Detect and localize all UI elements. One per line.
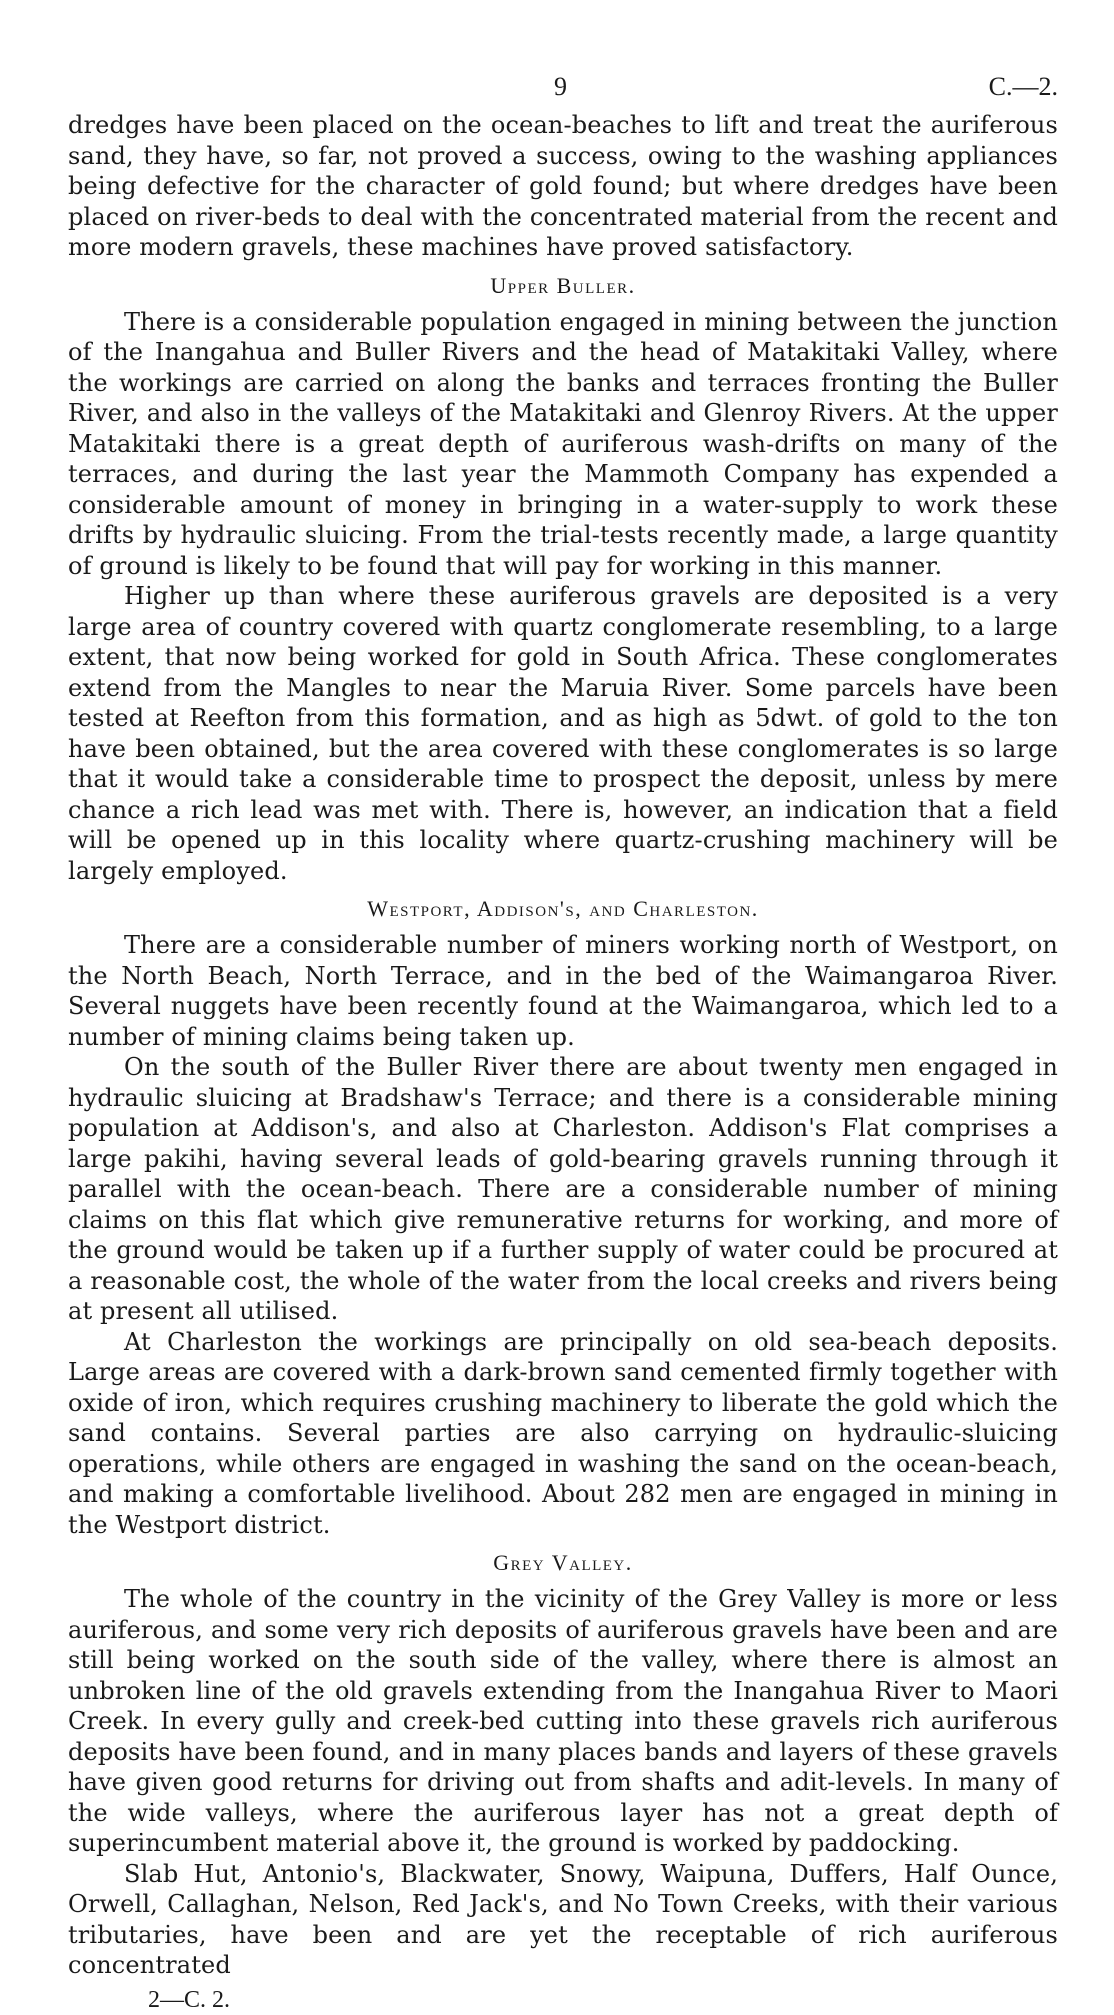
paragraph: There is a considerable population engaged in mining between the junction of the Inangahua and Buller Rivers and the head of Matakitaki Valley, where the workings are carried on along the banks and terraces fronting the Buller River, and also in the valleys of the Matakitaki and Glenroy Rivers. At the upper Matakitaki there is a great depth of auriferous wash-drifts on many of the terraces, and during the last year the Mammoth Company has expended a considerable amount of money in bringing in a water-supply to work these drifts by hydraulic sluicing. From the trial-tests recently made, a large quantity of ground is likely to be found that will pay for working in this manner. xyxy=(68,307,1058,580)
paragraph: There are a considerable number of miners working north of Westport, on the North Beach, North Terrace, and in the bed of the Waimangaroa River. Several nuggets have been recently found at the Waimangaroa, which led to a number of mining claims being taken up. xyxy=(68,931,1058,1051)
section-heading-upper-buller: Upper Buller. xyxy=(490,272,636,298)
paragraph: The whole of the country in the vicinity of the Grey Valley is more or less auriferous, and some very rich deposits of auriferous gravels have been and are still being worked on the south side of the valley, where there is almost an unbroken line of the old gravels extending from the Inangahua River to Maori Creek. In every gully and creek-bed cutting into these gravels rich auriferous deposits have been found, and in many places bands and layers of these gravels have given good returns for driving out from shafts and adit-levels. In many of the wide valleys, where the auriferous layer has not a great depth of superincumbent material above it, the ground is worked by paddocking. xyxy=(68,1585,1058,1857)
section-heading-grey-valley: Grey Valley. xyxy=(493,1550,633,1575)
paragraph-continuation: dredges have been placed on the ocean-beaches to lift and treat the auriferous sand, they have, so far, not proved a success, owing to the washing appliances being defective for the character of gold found; but where dredges have been placed on river-beds to deal with the concentrated material from the recent and more modern gravels, these machines have proved satisfactory. xyxy=(68,111,1058,261)
document-body xyxy=(68,110,1058,2015)
page-number: 9 xyxy=(554,72,567,101)
document-page xyxy=(68,72,1058,2015)
section-heading-westport: Westport, Addison's, and Charleston. xyxy=(367,896,759,921)
document-code: C.—2. xyxy=(988,72,1058,101)
page-header xyxy=(68,72,1058,106)
paragraph: At Charleston the workings are principally on old sea-beach deposits. Large areas are covered with a dark-brown sand cemented firmly together with oxide of iron, which requires crushing machinery to liberate the gold which the sand contains. Several parties are also carrying on hydraulic-sluicing operations, while others are engaged in washing the sand on the ocean-beach, and making a comfortable livelihood. About 282 men are engaged in mining in the Westport district. xyxy=(68,1327,1058,1539)
paragraph: Higher up than where these auriferous gravels are deposited is a very large area of country covered with quartz conglomerate resembling, to a large extent, that now being worked for gold in South Africa. These conglomerates extend from the Mangles to near the Maruia River. Some parcels have been tested at Reefton from this formation, and as high as 5dwt. of gold to the ton have been obtained, but the area covered with these conglomerates is so large that it would take a considerable time to prospect the deposit, unless by mere chance a rich lead was met with. There is, however, an indication that a field will be opened up in this locality where quartz-crushing machinery will be largely employed. xyxy=(68,582,1058,885)
printer-signature: 2—C. 2. xyxy=(148,1986,231,2013)
paragraph: On the south of the Buller River there are about twenty men engaged in hydraulic sluicing at Bradshaw's Terrace; and there is a considerable mining population at Addison's, and also at Charleston. Addison's Flat comprises a large pakihi, having several leads of gold-bearing gravels running through it parallel with the ocean-beach. There are a considerable number of mining claims on this flat which give remunerative returns for working, and more of the ground would be taken up if a further supply of water could be procured at a reasonable cost, the whole of the water from the local creeks and rivers being at present all utilised. xyxy=(68,1053,1058,1325)
paragraph: Slab Hut, Antonio's, Blackwater, Snowy, Waipuna, Duffers, Half Ounce, Orwell, Callaghan, Nelson, Red Jack's, and No Town Creeks, with their various tributaries, have been and are yet the receptable of rich auriferous concentrated xyxy=(68,1859,1058,1979)
